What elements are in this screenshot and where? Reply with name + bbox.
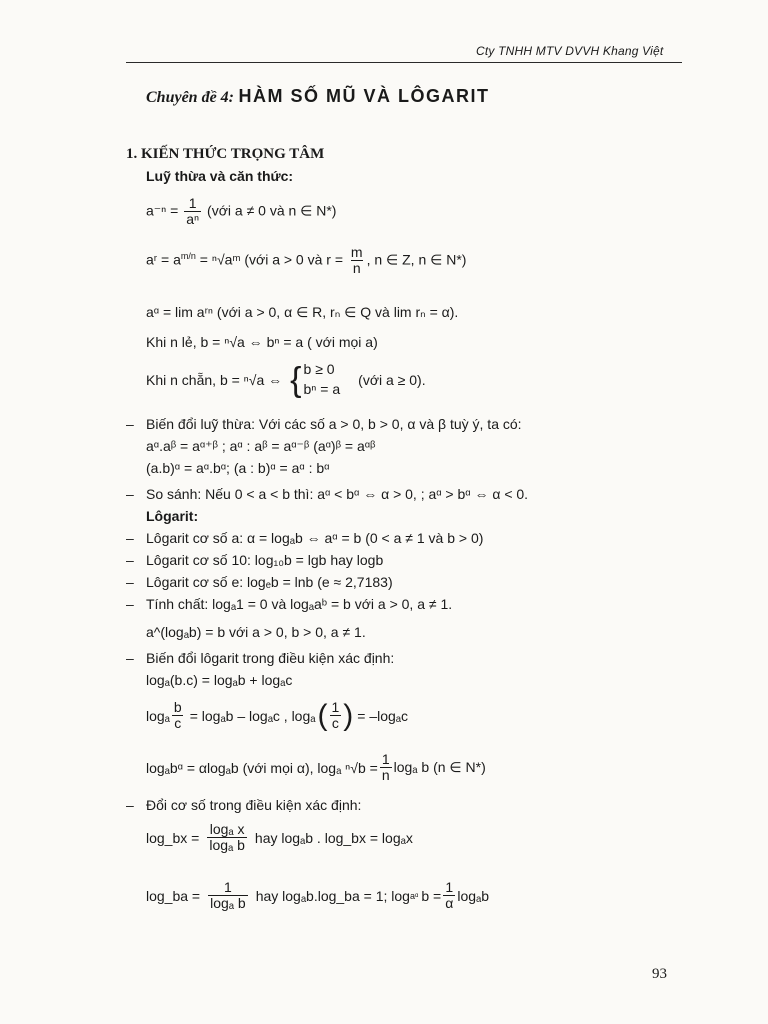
log-base-e: Lôgarit cơ số e: logₑb = lnb (e ≈ 2,7183) <box>146 574 393 590</box>
formula-neg-exp: a⁻ⁿ = $\frac{1}{\text{aⁿ}}$ (với a ≠ 0 và n ∈ N*) <box>146 195 337 228</box>
chapter-main: HÀM SỐ MŨ VÀ LÔGARIT <box>238 86 490 106</box>
change-of-base-intro: Đổi cơ số trong điều kiện xác định: <box>146 797 362 813</box>
chapter-title <box>146 86 489 107</box>
page-number: 93 <box>652 966 667 982</box>
section-heading: 1. KIẾN THỨC TRỌNG TÂM <box>126 146 325 162</box>
log-definition: Lôgarit cơ số a: α = logₐb ⇔ aᵅ = b (0 < a ≠ 1 và b > 0) <box>146 530 484 546</box>
formula-rational-exp: aʳ = $a^{m/n}$ = ⁿ√aᵐ (với a > 0 và r = $\frac{m}{n}$ , n ∈ Z, n ∈ N*) <box>146 244 467 277</box>
power-rules-1: aᵅ.aᵝ = aᵅ⁺ᵝ ; aᵅ : aᵝ = aᵅ⁻ᵝ (aᵅ)ᵝ = aᵅᵝ <box>146 438 376 454</box>
subheading-power: Luỹ thừa và căn thức: <box>146 168 294 184</box>
log-power-rule: logₐbᵅ = αlogₐb (với mọi α), logₐ ⁿ√b = $\frac{1}{n}$ logₐ b (n ∈ N*) <box>146 751 486 784</box>
log-identity: a^(logₐb) = b với a > 0, b > 0, a ≠ 1. <box>146 624 366 640</box>
header-rule <box>126 62 682 63</box>
formula-odd-root: Khi n lẻ, b = ⁿ√a ⇔ bⁿ = a ( với mọi a) <box>146 334 378 350</box>
log-properties: Tính chất: logₐ1 = 0 và logₐaᵇ = b với a > 0, a ≠ 1. <box>146 596 453 612</box>
header-publisher: Cty TNHH MTV DVVH Khang Việt <box>476 44 664 58</box>
change-of-base-1: log_bx = $\frac{\text{logₐ x}}{\text{logₐ b}}$ hay logₐb . log_bx = logₐx <box>146 821 413 854</box>
formula-real-exp: aᵅ = lim aʳⁿ (với a > 0, α ∈ R, rₙ ∈ Q và lim rₙ = α). <box>146 304 459 320</box>
log-product-rule: logₐ(b.c) = logₐb + logₐc <box>146 672 293 688</box>
log-base-10: Lôgarit cơ số 10: log₁₀b = lgb hay logb <box>146 552 384 568</box>
power-rules-2: (a.b)ᵅ = aᵅ.bᵅ; (a : b)ᵅ = aᵅ : bᵅ <box>146 460 330 476</box>
change-of-base-2: log_ba = $\frac{1}{\text{logₐ b}}$ hay logₐb.log_ba = 1; log aᵅ b = $\frac{1}{\alpha}$ logₐb <box>146 879 490 912</box>
power-transform-intro: Biến đổi luỹ thừa: Với các số a > 0, b > 0, α và β tuỳ ý, ta có: <box>146 416 522 432</box>
log-quotient-rule: logₐ $\frac{b}{c}$ = logₐb – logₐc , logₐ ( $\frac{1}{c}$ ) = –logₐc <box>146 698 409 732</box>
subheading-log: Lôgarit: <box>146 508 199 524</box>
formula-even-root: Khi n chẵn, b = ⁿ√a ⇔ { b ≥ 0 bⁿ = a (với a ≥ 0). <box>146 360 426 399</box>
chapter-prefix: Chuyên đề 4: <box>146 89 234 106</box>
log-transform-intro: Biến đổi lôgarit trong điều kiện xác định: <box>146 650 395 666</box>
comparison-rule: So sánh: Nếu 0 < a < b thì: aᵅ < bᵅ ⇔ α > 0, ; aᵅ > bᵅ ⇔ α < 0. <box>146 486 529 502</box>
